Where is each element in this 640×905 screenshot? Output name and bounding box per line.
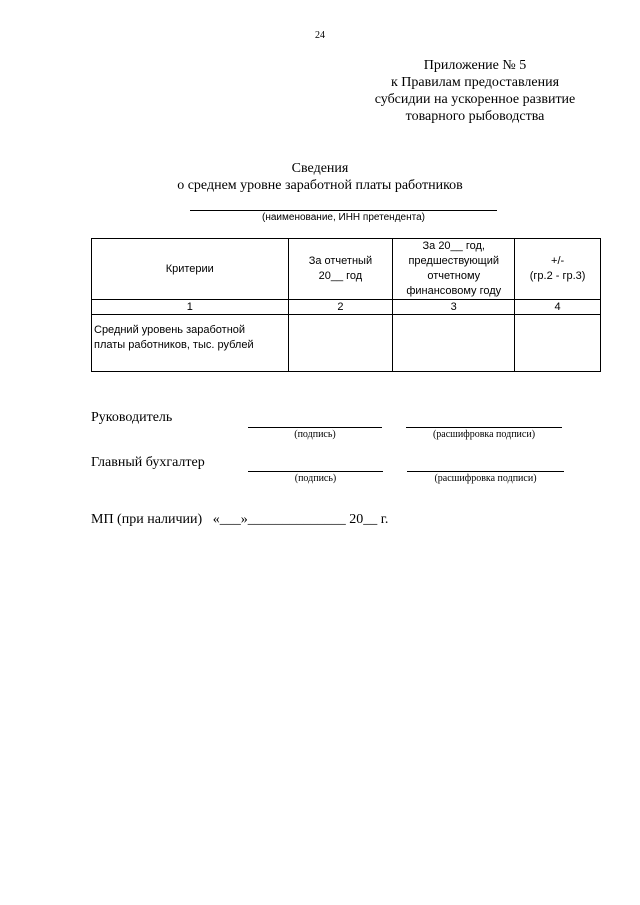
signature-decode-caption: (расшифровка подписи) <box>432 429 536 440</box>
header-previous-year <box>393 239 515 300</box>
table-row <box>92 315 601 372</box>
appendix-line: Приложение № 5 <box>423 58 527 73</box>
header-reporting-year <box>288 239 393 300</box>
header-text: 20__ год <box>318 270 363 282</box>
stamp-date-line: МП (при наличии) «___»______________ 20__ г. <box>91 512 389 527</box>
appendix-line: товарного рыбоводства <box>405 109 545 124</box>
applicant-name-line <box>190 210 497 211</box>
column-number: 2 <box>288 300 393 315</box>
header-text: За 20__ год, <box>422 240 485 252</box>
signature-line-chief-accountant[interactable] <box>248 471 383 472</box>
signature-label-director: Руководитель <box>91 410 173 425</box>
header-difference <box>515 239 601 300</box>
column-number-row <box>92 300 601 315</box>
signature-decode-line-director[interactable] <box>406 427 562 428</box>
value-cell-difference[interactable] <box>515 315 601 372</box>
header-text: (гр.2 - гр.3) <box>529 270 586 282</box>
signature-decode-line-chief-accountant[interactable] <box>407 471 564 472</box>
header-criteria <box>92 239 289 300</box>
appendix-header <box>350 57 600 125</box>
header-text: За отчетный <box>308 255 373 267</box>
title-line-2: о среднем уровне заработной платы работников <box>177 178 463 193</box>
title-line-1: Сведения <box>291 161 349 176</box>
header-text: Критерии <box>165 262 214 275</box>
appendix-line: субсидии на ускоренное развитие <box>374 92 576 107</box>
column-number: 1 <box>92 300 289 315</box>
value-cell-reporting[interactable] <box>288 315 393 372</box>
appendix-line: к Правилам предоставления <box>390 75 560 90</box>
header-text: +/- <box>551 255 565 267</box>
document-title <box>140 160 500 194</box>
page-number: 24 <box>315 30 325 41</box>
signature-line-director[interactable] <box>248 427 382 428</box>
criteria-table <box>91 238 601 372</box>
column-number: 4 <box>515 300 601 315</box>
signature-caption: (подпись) <box>294 429 336 440</box>
signature-decode-caption: (расшифровка подписи) <box>434 473 537 484</box>
criterion-text: платы работников, тыс. рублей <box>94 339 254 351</box>
signature-caption: (подпись) <box>294 473 337 484</box>
criterion-cell <box>92 315 289 372</box>
table-header-row <box>92 239 601 300</box>
signature-label-chief-accountant: Главный бухгалтер <box>91 455 205 470</box>
value-cell-previous[interactable] <box>393 315 515 372</box>
header-text: финансовому году <box>406 285 502 297</box>
header-text: отчетному <box>427 270 481 282</box>
column-number: 3 <box>393 300 515 315</box>
header-text: предшествующий <box>408 255 500 267</box>
applicant-name-caption: (наименование, ИНН претендента) <box>262 212 425 223</box>
criterion-text: Средний уровень заработной <box>94 324 246 336</box>
